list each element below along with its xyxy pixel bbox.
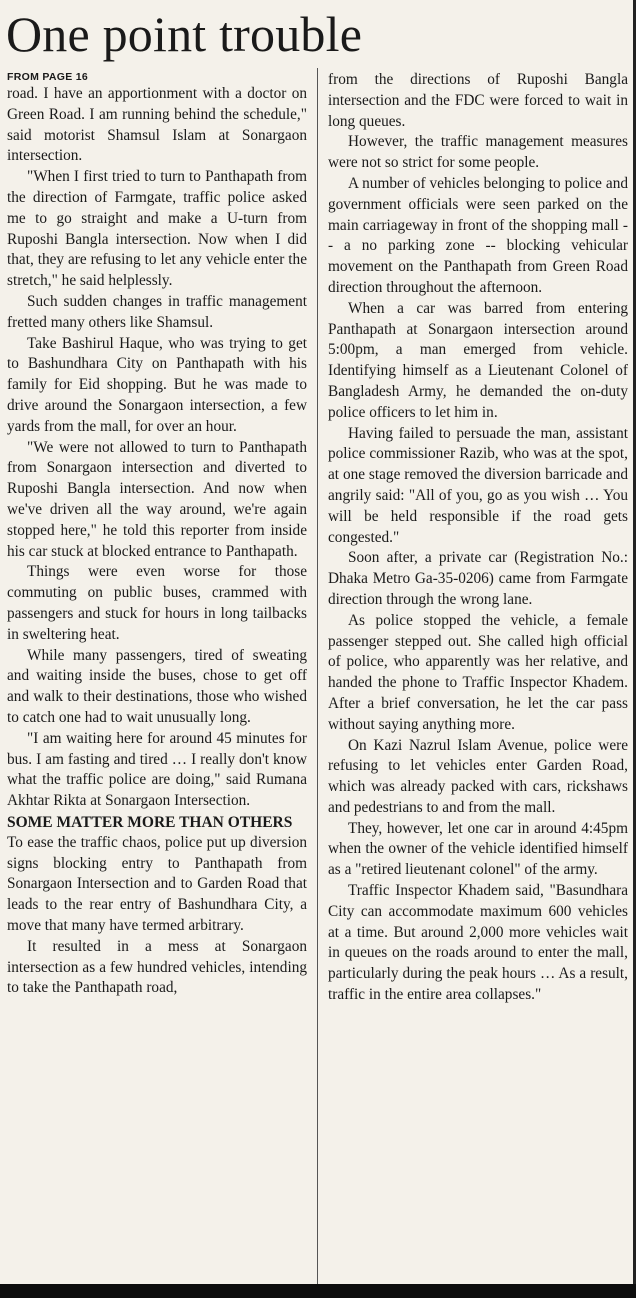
paragraph: They, however, let one car in around 4:45pm when the owner of the vehicle identified himself as a "retired lieutenant colonel" of the army. [328, 819, 628, 879]
paragraph: As police stopped the vehicle, a female passenger stepped out. She called high official of police, who apparently was her relative, and handed the phone to Traffic Inspector Khadem. After a brief conversation, he let the car pass without saying anything more. [328, 611, 628, 733]
paragraph: Things were even worse for those commuting on public buses, crammed with passengers and stuck for hours in long tailbacks in sweltering heat. [7, 563, 307, 643]
paragraph: "We were not allowed to turn to Panthapath from Sonargaon intersection and diverted to Ruposhi Bangla intersection. And now when we've driven all the way around, we're again stopped here," he told this reporter from inside his car stuck at blocked entrance to Panthapath. [7, 438, 307, 560]
paragraph: from the directions of Ruposhi Bangla intersection and the FDC were forced to wait in long queues. [328, 71, 628, 130]
paragraph: road. I have an apportionment with a doctor on Green Road. I am running behind the schedule," said motorist Shamsul Islam at Sonargaon intersection. [7, 85, 307, 165]
article-headline: One point trouble [6, 6, 363, 62]
paragraph: However, the traffic management measures were not so strict for some people. [328, 133, 628, 172]
paragraph: On Kazi Nazrul Islam Avenue, police were refusing to let vehicles enter Garden Road, which was already packed with cars, rickshaws and pedestrians to and from the mall. [328, 736, 628, 816]
section-subhead: SOME MATTER MORE THAN OTHERS [7, 813, 293, 831]
paragraph: Take Bashirul Haque, who was trying to get to Bashundhara City on Panthapath with his family for Eid shopping. But he was made to drive around the Sonargaon intersection, a few yards from the mall, for over an hour. [7, 334, 307, 435]
paragraph: It resulted in a mess at Sonargaon intersection as a few hundred vehicles, intending to take the Panthapath road, [7, 937, 307, 997]
paragraph: To ease the traffic chaos, police put up diversion signs blocking entry to Panthapath from Sonargaon Intersection and to Garden Road that leads to the rear entry of Bashundhara City, a move that many have termed arbitrary. [7, 833, 307, 935]
left-column [7, 70, 307, 999]
continuation-kicker: FROM PAGE 16 [7, 71, 89, 83]
paragraph: Having failed to persuade the man, assistant police commissioner Razib, who was at the spot, at one stage removed the diversion barricade and angrily said: "All of you, go as you wish … You will be held responsible if the road gets congested." [328, 424, 628, 546]
paragraph: Traffic Inspector Khadem said, "Basundhara City can accommodate maximum 600 vehicles at a time. But around 2,000 more vehicles wait in queues on the roads around to enter the mall, particularly during the peak hours … As a result, traffic in the entire area collapses." [328, 882, 628, 1004]
paragraph: Such sudden changes in traffic management fretted many others like Shamsul. [7, 292, 307, 331]
paragraph: "I am waiting here for around 45 minutes for bus. I am fasting and tired … I really don't know what the traffic police are doing," said Rumana Akhtar Rikta at Sonargaon Intersection. [7, 729, 307, 810]
page-bottom-border [0, 1284, 636, 1298]
paragraph: When a car was barred from entering Panthapath at Sonargaon intersection around 5:00pm, a man emerged from vehicle. Identifying himself as a Lieutenant Colonel of Bangladesh Army, he demanded the on-duty police officers to let him in. [328, 299, 628, 421]
paragraph: A number of vehicles belonging to police and government officials were seen parked on the main carriageway in front of the shopping mall -- a no parking zone -- blocking vehicular movement on the Panthapath from Green Road direction throughout the afternoon. [328, 174, 628, 296]
right-column [328, 70, 628, 1006]
column-divider [317, 68, 318, 1284]
paragraph: Soon after, a private car (Registration No.: Dhaka Metro Ga-35-0206) came from Farmgate direction through the wrong lane. [328, 549, 628, 608]
paragraph: "When I first tried to turn to Panthapath from the direction of Farmgate, traffic police asked me to go straight and make a U-turn from Ruposhi Bangla intersection. Now when I did that, they are refusing to let any vehicle enter the stretch," he said helplessly. [7, 168, 307, 290]
paragraph: While many passengers, tired of sweating and waiting inside the buses, chose to get off and walk to their destinations, those who wished to catch one had to wait unusually long. [7, 646, 307, 726]
